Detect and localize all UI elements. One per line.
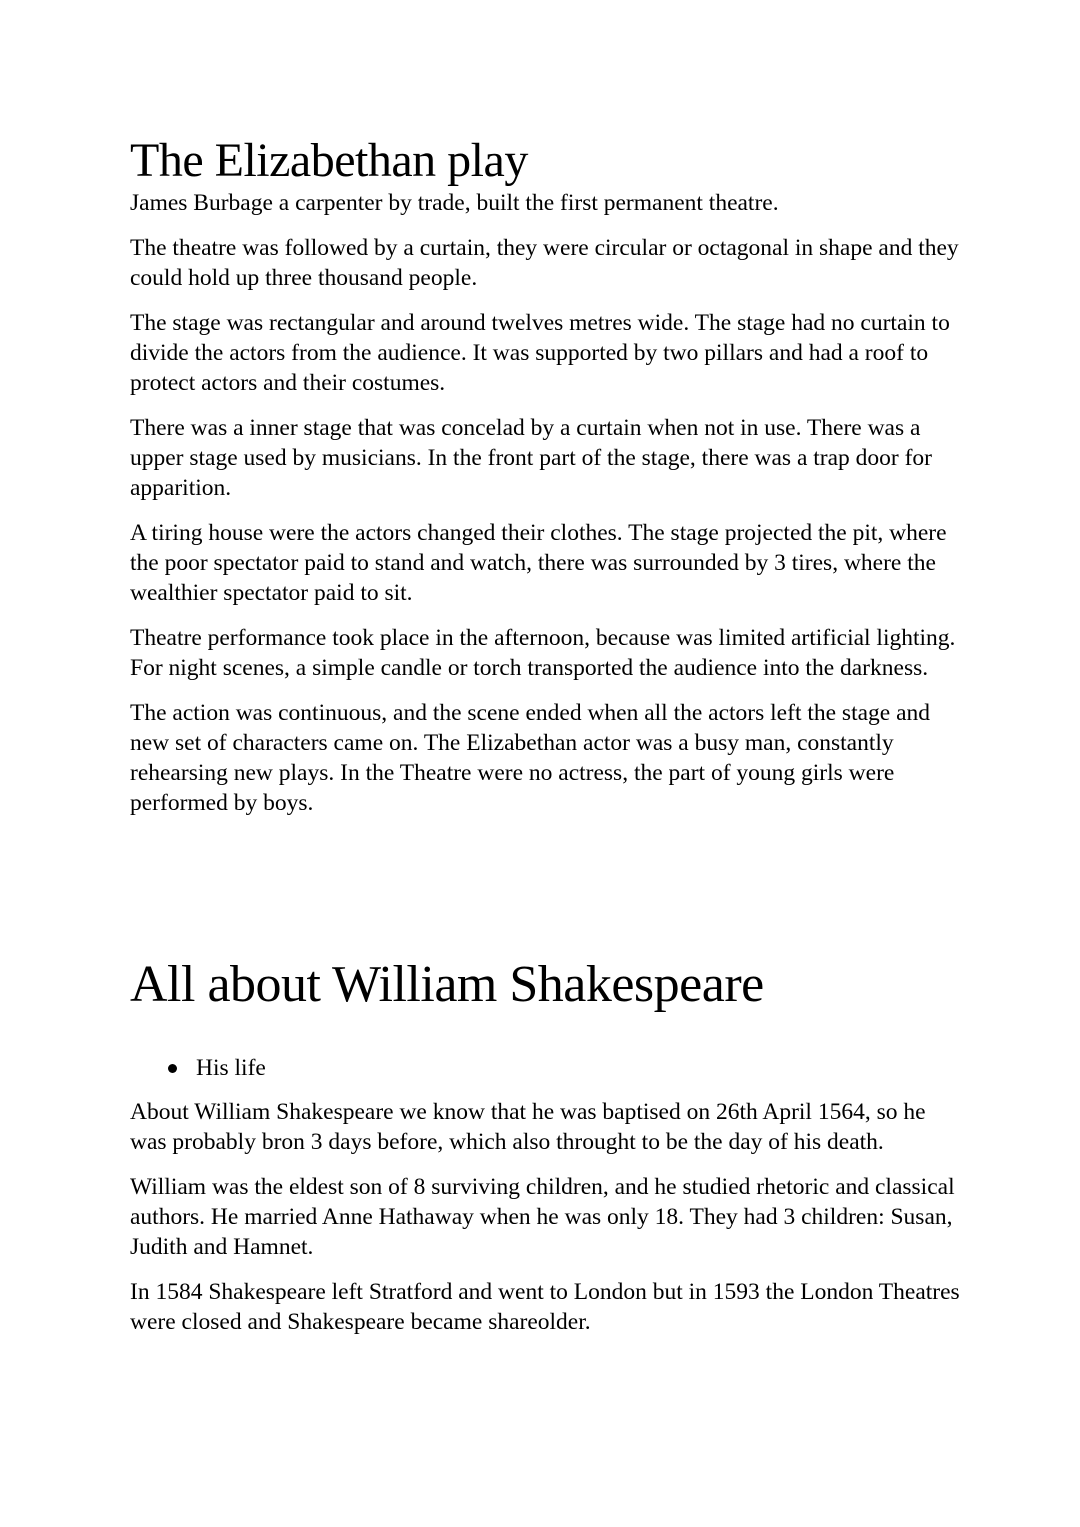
paragraph: A tiring house were the actors changed their clothes. The stage projected the pit, where the poor spectator paid to stand and watch, there was surrounded by 3 tires, where the wealthier spectator paid to sit. (130, 520, 947, 607)
paragraph: The action was continuous, and the scene ended when all the actors left the stage and new set of characters came on. The Elizabethan actor was a busy man, constantly rehearsing new plays. In the Theatre were no actress, the part of young girls were performed by boys. (130, 700, 931, 817)
section-elizabethan-play (130, 133, 960, 833)
paragraph: There was a inner stage that was concelad by a curtain when not in use. There was a upper stage used by musicians. In the front part of the stage, there was a trap door for apparition. (130, 415, 933, 502)
paragraph: The theatre was followed by a curtain, they were circular or octagonal in shape and they could hold up three thousand people. (130, 235, 959, 292)
paragraph: The stage was rectangular and around twelves metres wide. The stage had no curtain to divide the actors from the audience. It was supported by two pillars and had a roof to protect actors and their costumes. (130, 310, 950, 397)
paragraph: About William Shakespeare we know that he was baptised on 26th April 1564, so he was probably bron 3 days before, which also throught to be the day of his death. (130, 1098, 926, 1155)
section-william-shakespeare (130, 955, 960, 1352)
paragraph: Theatre performance took place in the afternoon, because was limited artificial lighting. For night scenes, a simple candle or torch transported the audience into the darkness. (130, 625, 956, 682)
bullet-item-label: His life (196, 1054, 266, 1081)
section-heading: The Elizabethan play (130, 134, 528, 187)
section-heading: All about William Shakespeare (130, 956, 764, 1013)
paragraph: William was the eldest son of 8 surviving children, and he studied rhetoric and classical authors. He married Anne Hathaway when he was only 18. They had 3 children: Susan, Judith and Hamnet. (130, 1173, 955, 1260)
paragraph: James Burbage a carpenter by trade, built the first permanent theatre. (130, 190, 779, 217)
bullet-item (164, 1053, 960, 1083)
bullet-dot-icon (168, 1064, 177, 1073)
paragraph: In 1584 Shakespeare left Stratford and went to London but in 1593 the London Theatres were closed and Shakespeare became shareolder. (130, 1278, 960, 1335)
bullet-list (130, 1053, 960, 1083)
